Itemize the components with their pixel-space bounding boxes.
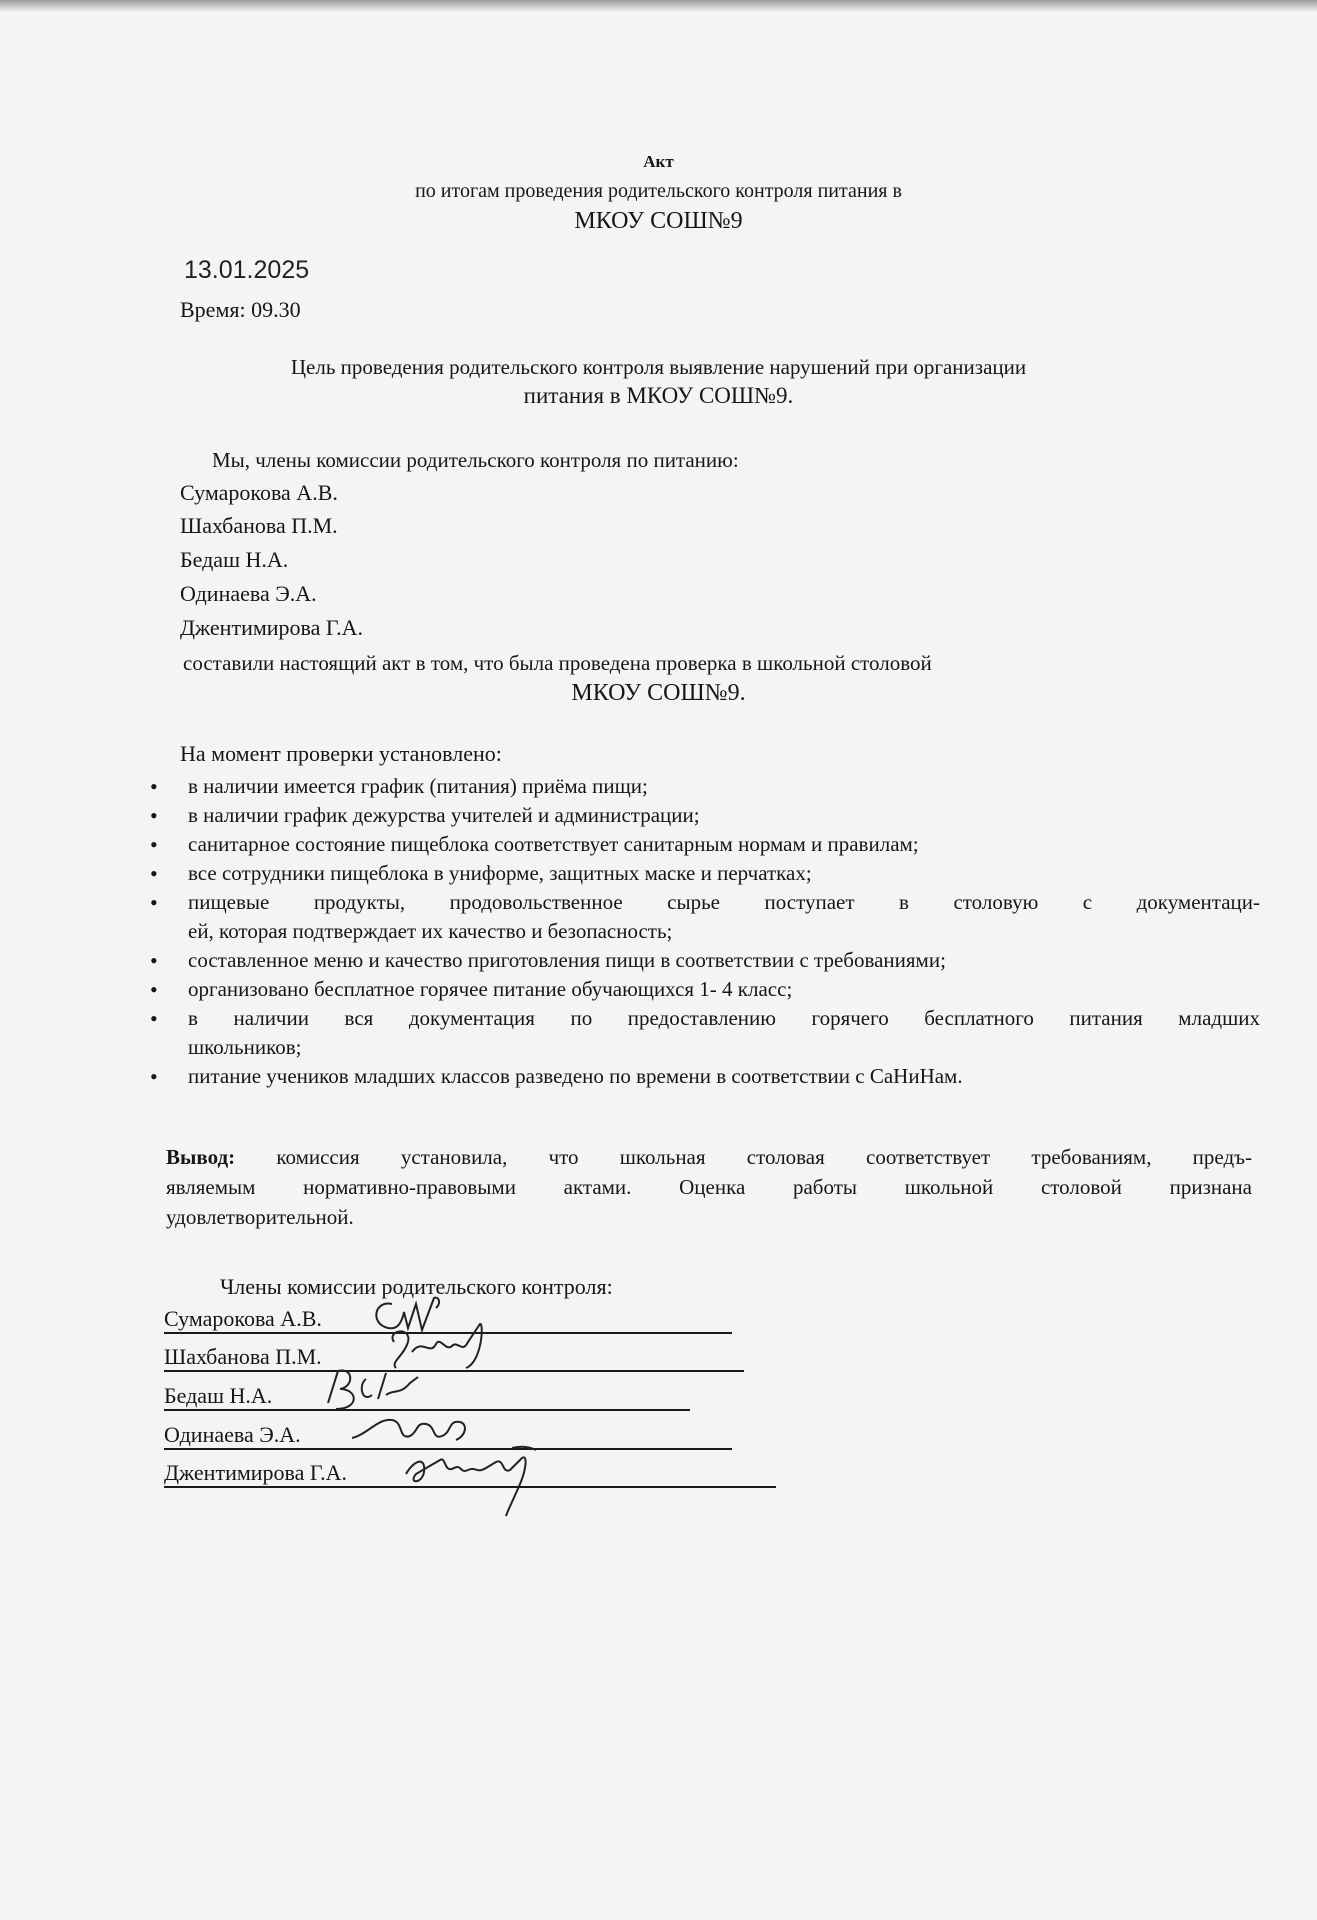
finding-item: • в наличии имеется график (питания) приёма пищи; — [150, 772, 1260, 801]
finding-item: • все сотрудники пищеблока в униформе, защитных маске и перчатках; — [150, 859, 1260, 888]
finding-item: • организовано бесплатное горячее питание обучающихся 1- 4 класс; — [150, 975, 1260, 1004]
member-name: Джентимирова Г.А. — [180, 615, 364, 640]
conclusion: Вывод: комиссия установила, что школьная столовая соответствует требованиям, предъ- являемым нормативно-правовыми актами. Оценка работы школьной столовой признана удовлетворительной. — [166, 1145, 1252, 1229]
signatures-title: Члены комиссии родительского контроля: — [220, 1274, 613, 1299]
member-name: Одинаева Э.А. — [180, 581, 317, 606]
signature-row — [164, 1460, 347, 1488]
signatory-name: Бедаш Н.А. — [164, 1383, 273, 1408]
document-title: Акт — [643, 152, 674, 171]
signature-scribble — [314, 1365, 424, 1415]
findings-list — [150, 772, 1260, 1091]
signatory-name: Одинаева Э.А. — [164, 1422, 301, 1447]
school-name: МКОУ СОШ№9 — [574, 208, 743, 234]
signature-row — [164, 1383, 272, 1411]
commission-intro: Мы, члены комиссии родительского контроля по питанию: — [212, 448, 739, 472]
finding-item: • в наличии вся документация по предоставлению горячего бесплатного питания младших школьников; — [150, 1004, 1260, 1062]
findings-heading: На момент проверки установлено: — [180, 741, 502, 766]
conclusion-label: Вывод: — [166, 1145, 236, 1169]
finding-item: • питание учеников младших классов разведено по времени в соответствии с СаНиНам. — [150, 1062, 1260, 1091]
member-name: Шахбанова П.М. — [180, 513, 338, 538]
signature-row — [164, 1344, 322, 1372]
signature-row — [164, 1422, 301, 1450]
finding-item: • санитарное состояние пищеблока соответствует санитарным нормам и правилам; — [150, 830, 1260, 859]
inspection-time: Время: 09.30 — [180, 297, 301, 322]
signature-row — [164, 1306, 322, 1334]
purpose-line-1: Цель проведения родительского контроля выявление нарушений при организации — [290, 355, 1027, 379]
drew-up-line-2: МКОУ СОШ№9. — [571, 680, 746, 706]
finding-item: • пищевые продукты, продовольственное сырье поступает в столовую с документаци- ей, которая подтверждает их качество и безопасность; — [150, 888, 1260, 946]
signature-scribble — [396, 1440, 546, 1520]
date-stamp: 13.01.2025 — [184, 256, 310, 284]
drew-up-line-1: составили настоящий акт в том, что была проведена проверка в школьной столовой — [183, 651, 932, 675]
member-name: Сумарокова А.В. — [180, 480, 338, 505]
document-subtitle: по итогам проведения родительского контроля питания в — [415, 180, 902, 202]
purpose-line-2: питания в МКОУ СОШ№9. — [523, 383, 794, 408]
signatory-name: Сумарокова А.В. — [164, 1306, 322, 1331]
finding-item: • составленное меню и качество приготовления пищи в соответствии с требованиями; — [150, 946, 1260, 975]
signatory-name: Джентимирова Г.А. — [164, 1460, 348, 1485]
finding-item: • в наличии график дежурства учителей и администрации; — [150, 801, 1260, 830]
signatory-name: Шахбанова П.М. — [164, 1344, 322, 1369]
member-name: Бедаш Н.А. — [180, 547, 289, 572]
